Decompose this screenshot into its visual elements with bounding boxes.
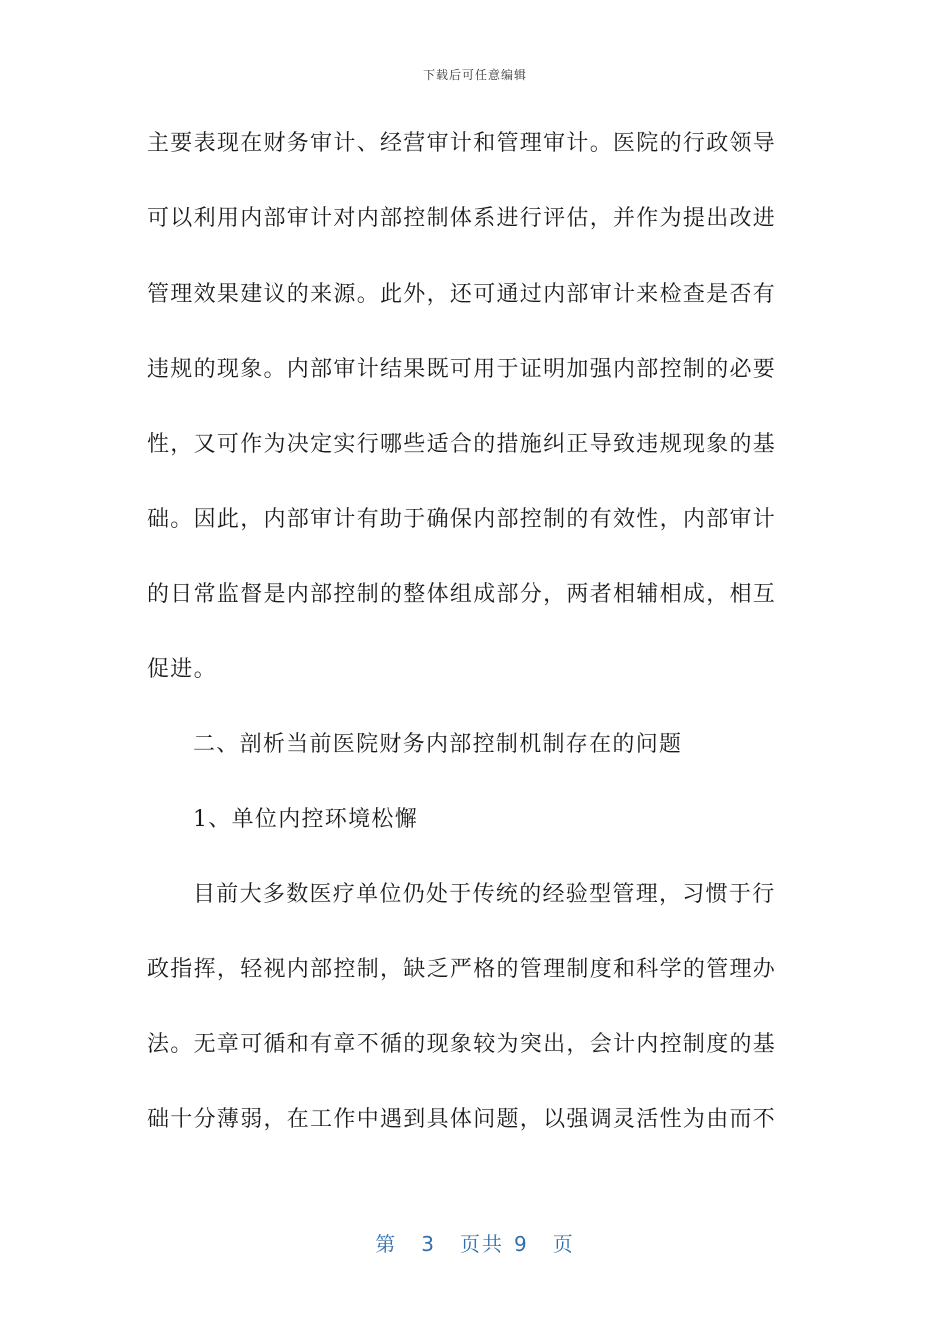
body-line: 法。无章可循和有章不循的现象较为突出，会计内控制度的基 <box>147 1032 777 1057</box>
page-header-note: 下载后可任意编辑 <box>422 68 527 82</box>
body-line: 目前大多数医疗单位仍处于传统的经验型管理，习惯于行 <box>193 882 776 907</box>
page-footer <box>0 1228 950 1257</box>
body-line: 础。因此，内部审计有助于确保内部控制的有效性，内部审计 <box>147 507 777 532</box>
body-line: 违规的现象。内部审计结果既可用于证明加强内部控制的必要 <box>147 357 777 382</box>
body-line: 政指挥，轻视内部控制，缺乏严格的管理制度和科学的管理办 <box>147 957 777 982</box>
body-line: 础十分薄弱，在工作中遇到具体问题，以强调灵活性为由而不 <box>147 1107 777 1132</box>
footer-prefix: 第 <box>375 1232 398 1256</box>
footer-suffix: 页 <box>552 1232 575 1256</box>
footer-current-page: 3 <box>421 1232 436 1256</box>
footer-middle: 页共 <box>460 1232 504 1256</box>
body-line: 可以利用内部审计对内部控制体系进行评估，并作为提出改进 <box>147 206 777 231</box>
body-line: 主要表现在财务审计、经营审计和管理审计。医院的行政领导 <box>147 131 777 156</box>
body-line: 管理效果建议的来源。此外，还可通过内部审计来检查是否有 <box>147 282 777 307</box>
section-heading: 二、剖析当前医院财务内部控制机制存在的问题 <box>193 732 683 757</box>
subsection-heading: 1、单位内控环境松懈 <box>193 807 418 832</box>
body-line: 性，又可作为决定实行哪些适合的措施纠正导致违规现象的基 <box>147 432 777 457</box>
body-line: 的日常监督是内部控制的整体组成部分，两者相辅相成，相互 <box>147 582 777 607</box>
body-line: 促进。 <box>147 657 217 682</box>
footer-total-pages: 9 <box>514 1232 529 1256</box>
